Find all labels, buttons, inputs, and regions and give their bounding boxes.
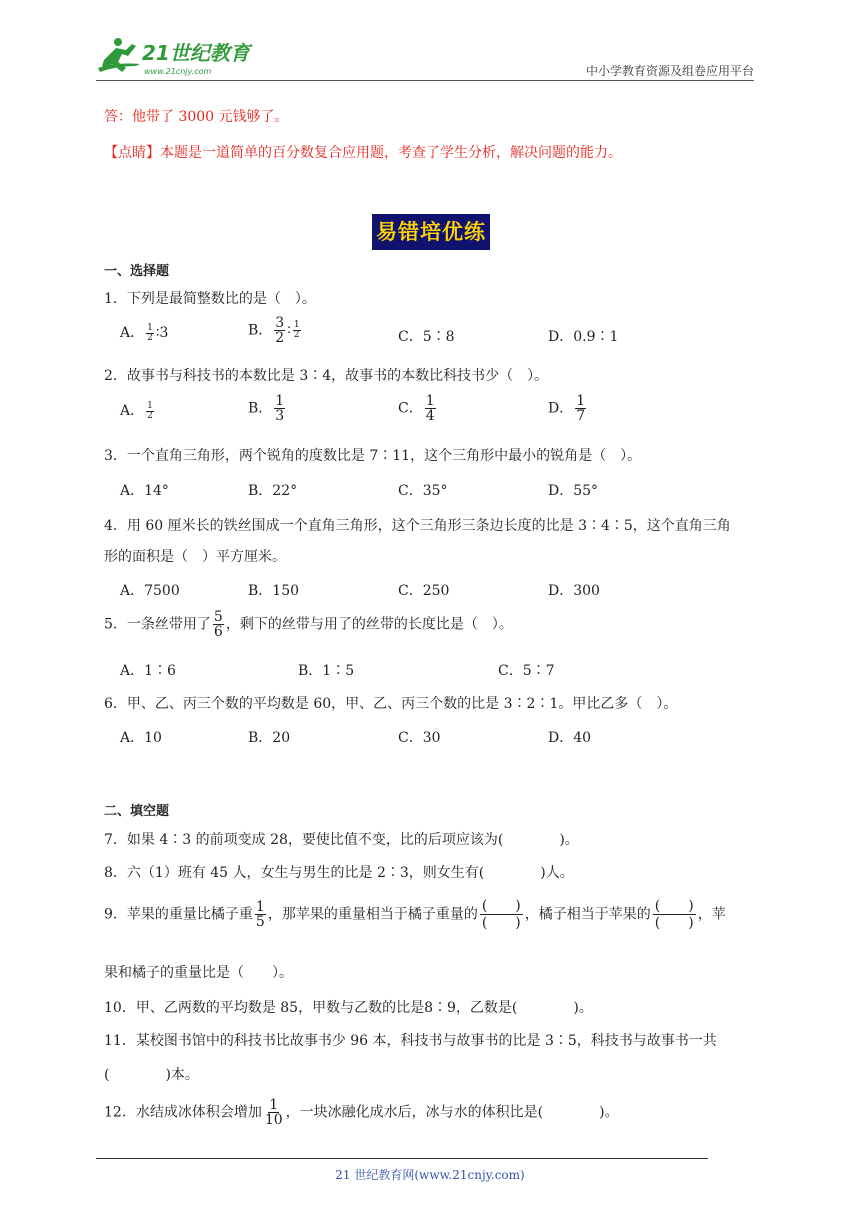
q4-option-b[interactable]: B．150 bbox=[248, 583, 300, 599]
question-5: 5．一条丝带用了 $\frac{5}{6}$ ，剩下的丝带与用了的丝带的长度比是（ ）。 bbox=[104, 609, 513, 640]
question-11-line2: ( )本。 bbox=[104, 1067, 199, 1083]
q1-option-d[interactable]: D．0.9∶1 bbox=[548, 329, 619, 345]
question-4: 4．用 60 厘米长的铁丝围成一个直角三角形，这个三角形三条边长度的比是 3∶4∶5，这个直角三角 bbox=[104, 518, 731, 534]
q6-option-d[interactable]: D．40 bbox=[548, 730, 592, 746]
question-12: 12．水结成冰体积会增加 $\frac{1}{10}$ ，一块冰融化成水后，冰与水的体积比是( )。 bbox=[104, 1097, 619, 1128]
q2-option-c[interactable]: C． $\frac{1}{4}$ bbox=[398, 393, 435, 424]
question-2: 2．故事书与科技书的本数比是 3∶4，故事书的本数比科技书少（ ）。 bbox=[104, 368, 549, 384]
q3-option-a[interactable]: A．14° bbox=[120, 483, 169, 499]
q6-option-a[interactable]: A．10 bbox=[120, 730, 162, 746]
q4-option-a[interactable]: A．7500 bbox=[120, 583, 180, 599]
question-4-line2: 形的面积是（ ）平方厘米。 bbox=[104, 549, 286, 565]
footer-divider bbox=[96, 1158, 708, 1159]
question-9-line2: 果和橘子的重量比是（ ）。 bbox=[104, 965, 293, 981]
q6-option-b[interactable]: B．20 bbox=[248, 730, 291, 746]
svg-text:www.21cnjy.com: www.21cnjy.com bbox=[144, 67, 212, 76]
q3-option-c[interactable]: C．35° bbox=[398, 483, 448, 499]
q5-option-a[interactable]: A．1∶6 bbox=[120, 663, 176, 679]
q1-option-c[interactable]: C．5∶8 bbox=[398, 329, 455, 345]
q2-option-a[interactable]: A． $\frac{1}{2}$ bbox=[120, 400, 153, 421]
q1-option-b[interactable]: B． $\frac{3}{2}$ ∶ $\frac{1}{2}$ bbox=[248, 315, 300, 346]
q3-option-b[interactable]: B．22° bbox=[248, 483, 298, 499]
section2-title: 二、填空题 bbox=[104, 804, 170, 819]
q4-option-d[interactable]: D．300 bbox=[548, 583, 600, 599]
header-platform-text: 中小学教育资源及组卷应用平台 bbox=[585, 64, 754, 78]
q5-option-c[interactable]: C．5∶7 bbox=[498, 663, 555, 679]
question-11: 11．某校图书馆中的科技书比故事书少 96 本，科技书与故事书的比是 3∶5，科技书与故事书一共 bbox=[104, 1033, 717, 1049]
footer-link[interactable]: 21 世纪教育网(www.21cnjy.com) bbox=[335, 1168, 525, 1182]
q2-option-b[interactable]: B． $\frac{1}{3}$ bbox=[248, 393, 285, 424]
q1-option-a[interactable]: A． $\frac{1}{2}$ ∶3 bbox=[120, 322, 169, 343]
q5-option-b[interactable]: B．1∶5 bbox=[298, 663, 355, 679]
section1-title: 一、选择题 bbox=[104, 264, 170, 279]
question-6: 6．甲、乙、丙三个数的平均数是 60，甲、乙、丙三个数的比是 3∶2∶1。甲比乙多（ ）。 bbox=[104, 696, 678, 712]
question-8: 8．六（1）班有 45 人，女生与男生的比是 2∶3，则女生有( )人。 bbox=[104, 865, 574, 881]
comment-tag: 【点睛】 bbox=[104, 145, 160, 161]
q3-option-d[interactable]: D．55° bbox=[548, 483, 599, 499]
svg-text:21世纪教育: 21世纪教育 bbox=[142, 41, 250, 65]
q9-blank-2[interactable]: $\frac{( )}{( )}$ bbox=[654, 898, 694, 932]
question-7: 7．如果 4∶3 的前项变成 28，要使比值不变，比的后项应该为( )。 bbox=[104, 832, 579, 848]
comment-line bbox=[104, 142, 622, 162]
q9-blank-1[interactable]: $\frac{( )}{( )}$ bbox=[481, 898, 521, 932]
section-banner: 易错培优练 bbox=[372, 214, 490, 250]
answer-line: 答：他带了 3000 元钱够了。 bbox=[104, 109, 289, 125]
comment-text: 本题是一道简单的百分数复合应用题，考查了学生分析，解决问题的能力。 bbox=[160, 145, 622, 161]
question-9: 9．苹果的重量比橘子重 $\frac{1}{5}$ ，那苹果的重量相当于橘子重量的 $\frac{( )}{( )}$ ，橘子相当于苹果的 $\frac{( )}{( )}$ ，苹 bbox=[104, 898, 726, 932]
site-logo bbox=[96, 34, 266, 78]
question-10: 10．甲、乙两数的平均数是 85，甲数与乙数的比是8∶9，乙数是( )。 bbox=[104, 1000, 593, 1016]
question-3: 3．一个直角三角形，两个锐角的度数比是 7∶11，这个三角形中最小的锐角是（ ）。 bbox=[104, 448, 642, 464]
header-divider bbox=[96, 80, 754, 81]
question-1: 1．下列是最简整数比的是（ ）。 bbox=[104, 291, 316, 307]
q4-option-c[interactable]: C．250 bbox=[398, 583, 450, 599]
q6-option-c[interactable]: C．30 bbox=[398, 730, 441, 746]
q2-option-d[interactable]: D． $\frac{1}{7}$ bbox=[548, 393, 586, 424]
